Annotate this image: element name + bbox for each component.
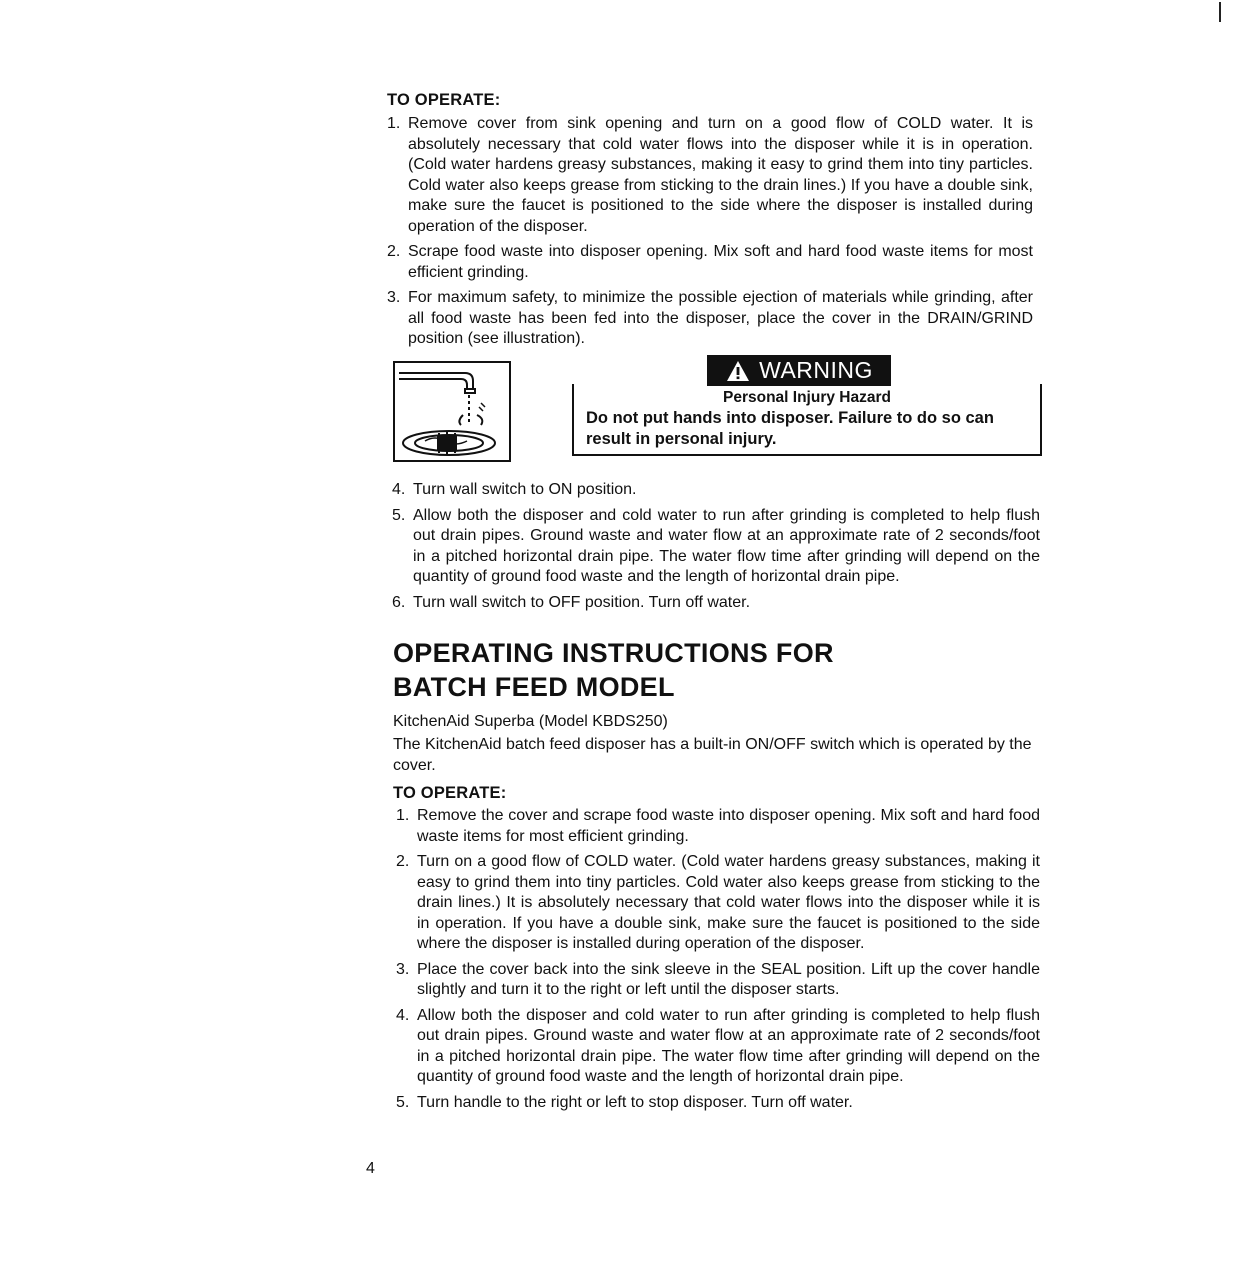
batch-intro: The KitchenAid batch feed disposer has a built-in ON/OFF switch which is operated by the cover. [393,736,1032,774]
warning-badge [707,355,891,386]
batch-to-operate-heading: TO OPERATE: [393,784,507,802]
warning-hazard-title: Personal Injury Hazard [723,389,891,406]
warning-label: WARNING [759,357,873,383]
faucet-disposer-illustration [393,361,511,462]
batch-steps-list [396,806,1040,1118]
batch-title-line1: OPERATING INSTRUCTIONS FOR [393,638,834,668]
operate-steps-list [387,114,1033,355]
list-item: 5. Turn handle to the right or left to stop disposer. Turn off water. [396,1093,853,1111]
operate-steps-continued-list [392,480,1040,618]
warning-message: Do not put hands into disposer. Failure to do so can result in personal injury. [586,409,994,448]
list-item: 4. Turn wall switch to ON position. [392,481,637,498]
page-number: 4 [366,1160,375,1177]
list-item: 5. Allow both the disposer and cold water to run after grinding is completed to help flush out drain pipes. Ground waste and water flow at an approximate rate of 2 seconds/foot in a pitched horizontal drain pipe. The water flow time after grinding will depend on the quantity of ground food waste and the length of horizontal drain pipe. [392,506,1040,585]
list-item: 2. Turn on a good flow of COLD water. (Cold water hardens greasy substances, making it easy to grind them into tiny particles. Cold water also keeps grease from sticking to the drain lines.) It is absolutely necessary that cold water flows into the disposer while it is in operation. If you have a double sink, make sure the faucet is positioned to the side where the disposer is installed during operation of the disposer. [396,853,1040,952]
batch-feed-title [393,636,834,704]
batch-title-line2: BATCH FEED MODEL [393,672,675,702]
list-item: 3. For maximum safety, to minimize the possible ejection of materials while grinding, after all food waste has been fed into the disposer, place the cover in the DRAIN/GRIND position (see illustration). [387,289,1033,347]
model-line: KitchenAid Superba (Model KBDS250) [393,713,668,730]
list-item: 1. Remove cover from sink opening and turn on a good flow of COLD water. It is absolutely necessary that cold water flows into the disposer while it is in operation. (Cold water hardens greasy substances, making it easy to grind them into tiny particles. Cold water also keeps grease from sticking to the drain lines.) If you have a double sink, make sure the faucet is positioned to the side where the disposer is installed during operation of the disposer. [387,115,1033,235]
to-operate-heading: TO OPERATE: [387,91,501,109]
list-item: 3. Place the cover back into the sink sleeve in the SEAL position. Lift up the cover handle slightly and turn it to the right or left until the disposer starts. [396,960,1040,998]
faucet-illustration-icon [395,363,509,460]
list-item: 4. Allow both the disposer and cold water to run after grinding is completed to help flush out drain pipes. Ground waste and water flow at an approximate rate of 2 seconds/foot in a pitched horizontal drain pipe. The water flow time after grinding will depend on the quantity of ground food waste and the length of horizontal drain pipe. [396,1006,1040,1085]
list-item: 6. Turn wall switch to OFF position. Turn off water. [392,593,751,611]
list-item: 2. Scrape food waste into disposer opening. Mix soft and hard food waste items for most efficient grinding. [387,243,1033,281]
warning-triangle-icon [725,359,751,383]
scan-edge-mark [1219,2,1221,22]
list-item: 1. Remove the cover and scrape food waste into disposer opening. Mix soft and hard food waste items for most efficient grinding. [396,807,1040,845]
